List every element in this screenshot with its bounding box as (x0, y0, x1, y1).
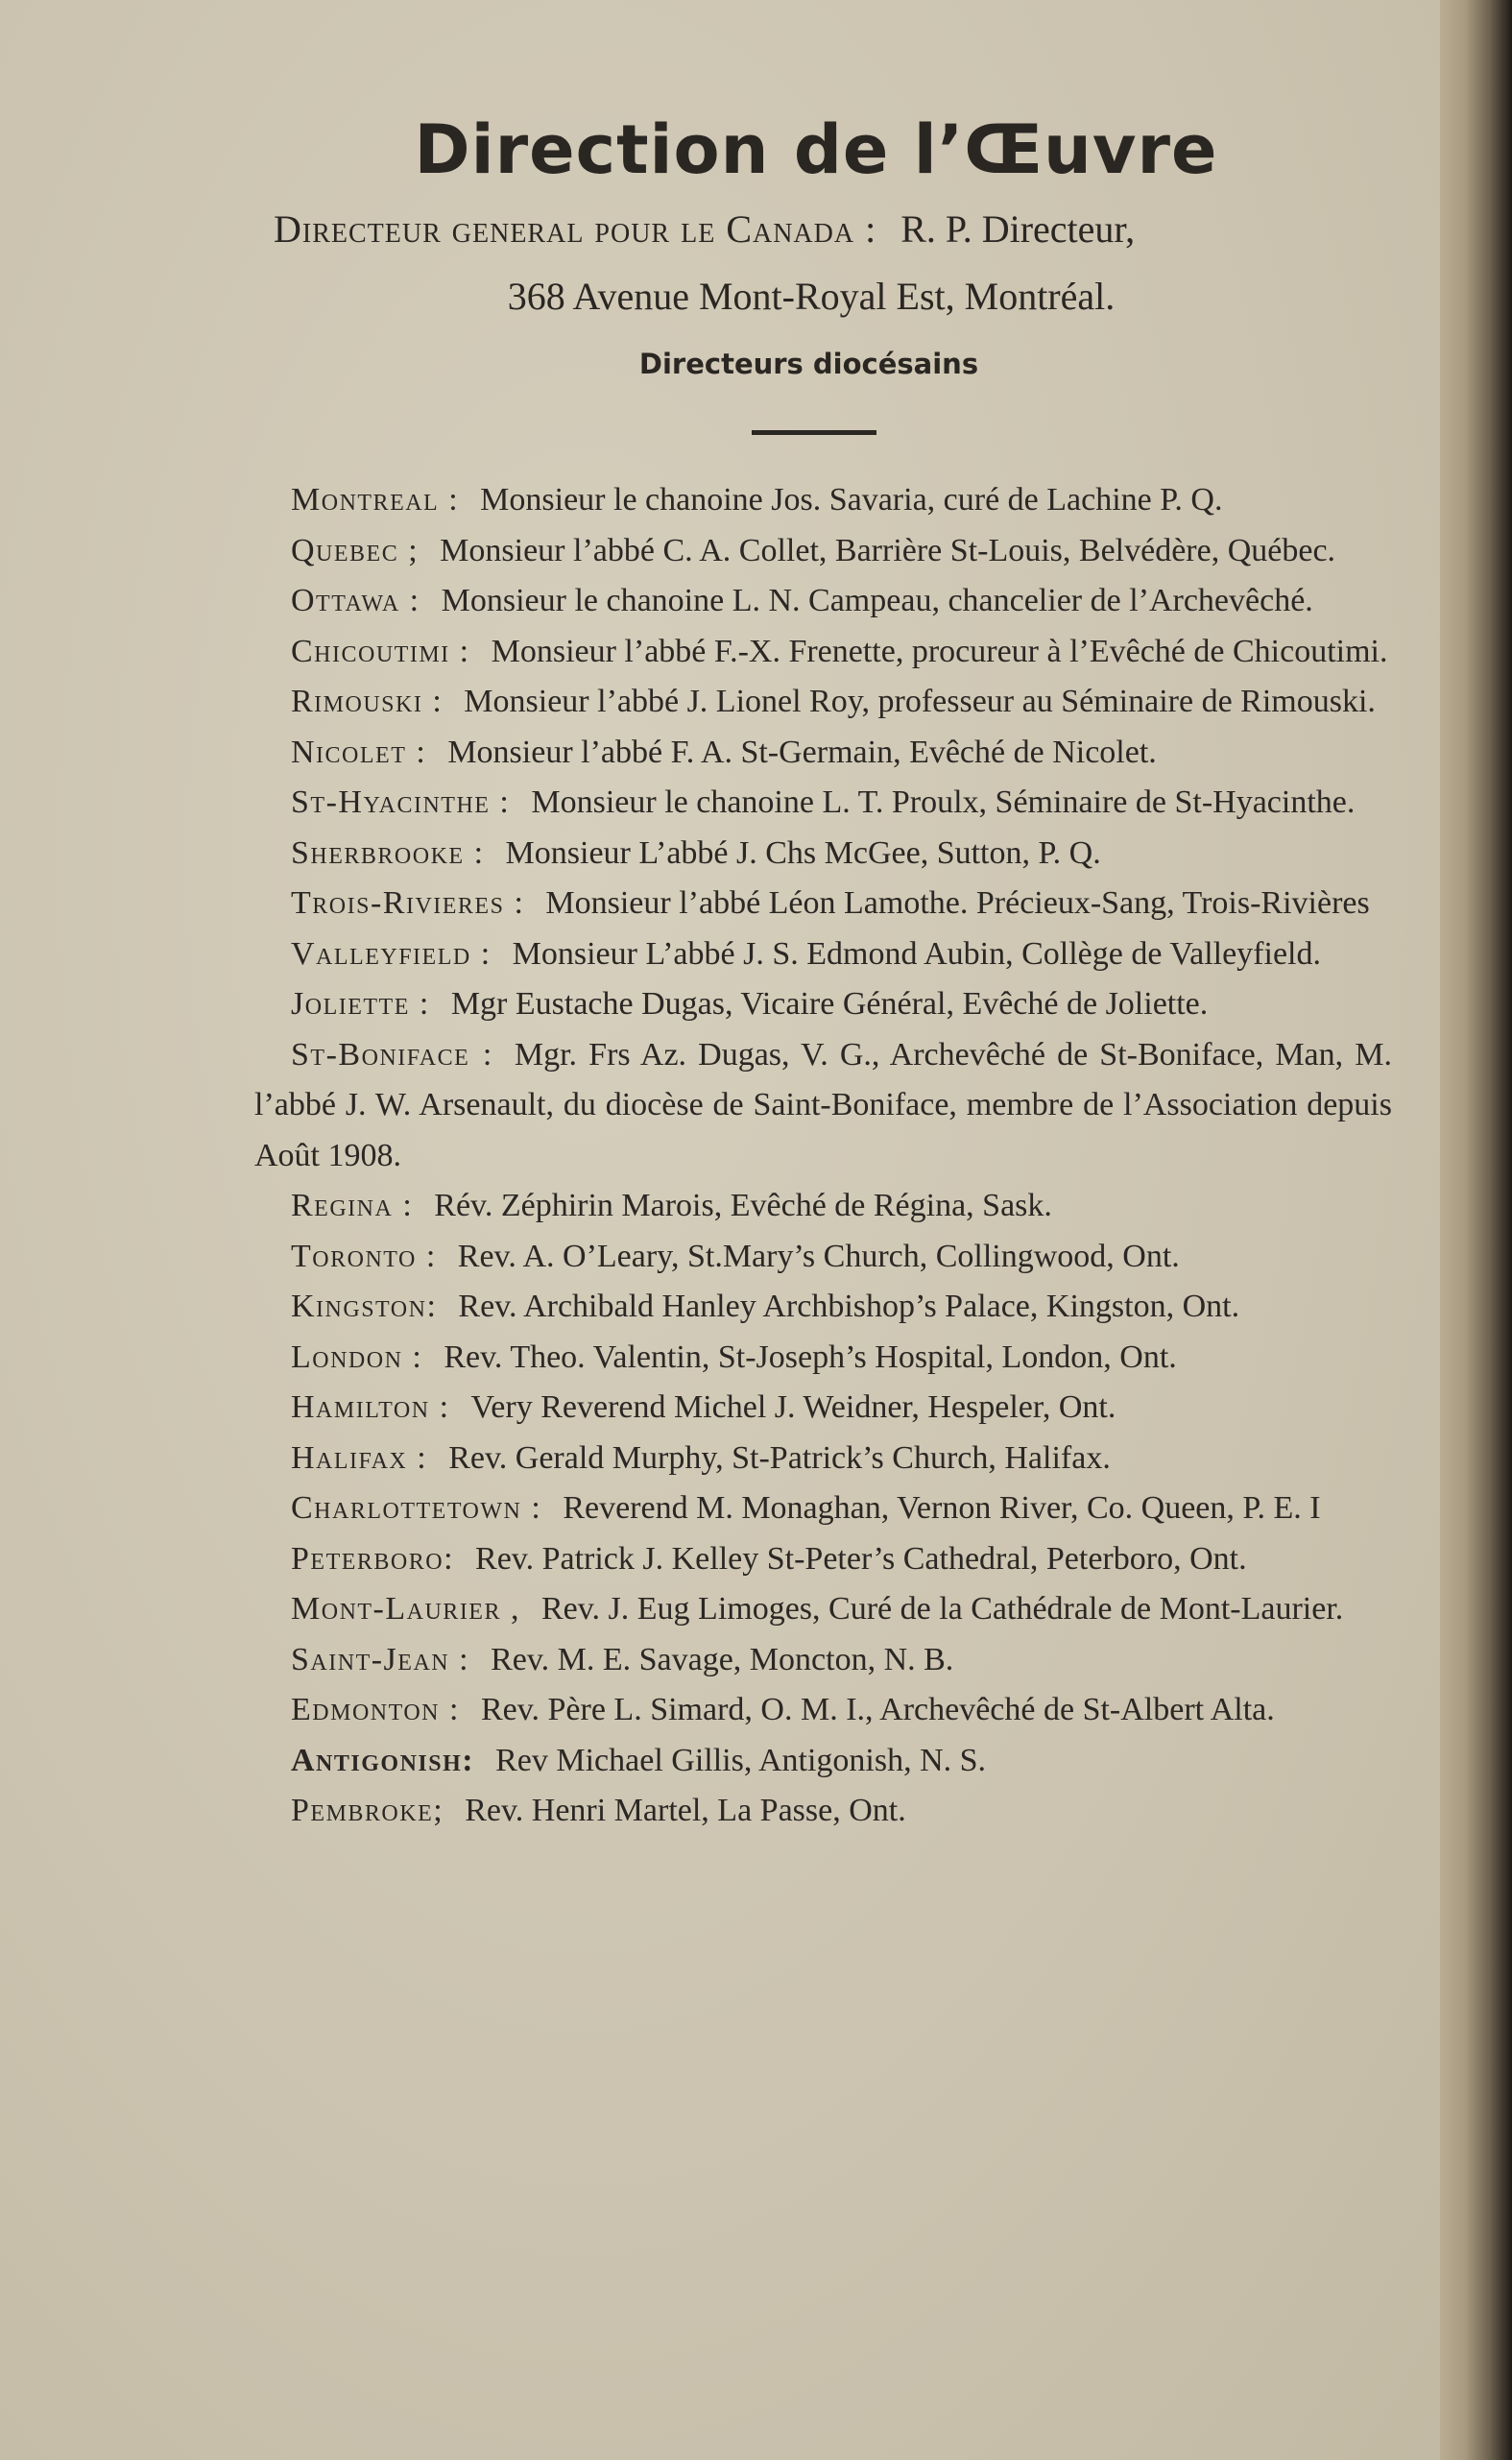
director-name: R. P. Directeur, (900, 207, 1136, 251)
director-details: Monsieur le chanoine Jos. Savaria, curé de Lachine P. Q. (480, 482, 1223, 518)
director-label: Directeur general pour le Canada : (274, 207, 877, 251)
directory-entry (254, 1483, 1392, 1534)
directory-entry (254, 1584, 1392, 1635)
directory-entry (254, 1685, 1392, 1736)
directory-entry (254, 1786, 1392, 1837)
directory-entry (254, 829, 1392, 880)
directory-entry (254, 1232, 1392, 1283)
directory-entry (254, 475, 1392, 526)
director-details: Rev. Archibald Hanley Archbishop’s Palace, Kingston, Ont. (458, 1289, 1240, 1324)
page-title: Direction de l’Œuvre (414, 110, 1218, 189)
director-general-line (274, 206, 1135, 252)
directory-entry (254, 677, 1392, 728)
diocese-name: London : (291, 1339, 423, 1375)
directory-entry (254, 728, 1392, 779)
director-details: Monsieur L’abbé J. Chs McGee, Sutton, P. Q. (505, 834, 1101, 871)
directory-entry (254, 1282, 1392, 1333)
director-details: Monsieur l’abbé J. Lionel Roy, professeur au Séminaire de Rimouski. (464, 684, 1376, 719)
diocese-name: Halifax : (291, 1439, 428, 1476)
directory-entry (254, 1181, 1392, 1232)
director-details: Rév. Zéphirin Marois, Evêché de Régina, Sask. (434, 1188, 1052, 1223)
director-details: Monsieur l’abbé F. A. St-Germain, Evêché de Nicolet. (447, 734, 1157, 770)
director-details: Rev. Henri Martel, La Passe, Ont. (465, 1793, 906, 1828)
directory-entry (254, 879, 1392, 929)
director-details: Monsieur l’abbé F.-X. Frenette, procureur à l’Evêché de Chicoutimi. (491, 633, 1388, 669)
director-details: Rev. Patrick J. Kelley St-Peter’s Cathedral, Peterboro, Ont. (475, 1540, 1247, 1577)
directory-entry (254, 1383, 1392, 1434)
diocese-name: Edmonton : (291, 1692, 460, 1727)
director-details: Monsieur L’abbé J. S. Edmond Aubin, Collège de Valleyfield. (512, 935, 1321, 972)
diocese-name: Montreal : (291, 482, 460, 518)
directory-entry (254, 1736, 1392, 1787)
diocese-name: Chicoutimi : (291, 633, 470, 669)
director-details: Monsieur l’abbé C. A. Collet, Barrière St-Louis, Belvédère, Québec. (440, 532, 1336, 568)
page-edge-shadow (1440, 0, 1512, 2460)
director-details: Rev. A. O’Leary, St.Mary’s Church, Collingwood, Ont. (457, 1238, 1180, 1274)
director-details: Monsieur l’abbé Léon Lamothe. Précieux-Sang, Trois-Rivières (545, 885, 1370, 921)
diocese-name: Quebec ; (291, 532, 420, 568)
directory-entry (254, 778, 1392, 829)
diocese-name: Kingston: (291, 1289, 438, 1324)
directory-entry (254, 526, 1392, 577)
diocese-name: Toronto : (291, 1238, 437, 1274)
diocese-name: Antigonish: (291, 1742, 475, 1778)
directory-entry (254, 576, 1392, 627)
director-details: Rev. Gerald Murphy, St-Patrick’s Church, Halifax. (448, 1439, 1111, 1476)
section-subtitle: Directeurs diocésains (638, 348, 979, 380)
diocese-name: Peterboro: (291, 1540, 455, 1577)
director-details: Monsieur le chanoine L. T. Proulx, Séminaire de St-Hyacinthe. (531, 784, 1356, 820)
director-details: Very Reverend Michel J. Weidner, Hespeler, Ont. (470, 1389, 1116, 1425)
director-details: Rev. Theo. Valentin, St-Joseph’s Hospital, London, Ont. (444, 1339, 1177, 1375)
director-details: Mgr. Frs Az. Dugas, V. G., Archevêché de St-Boniface, Man, M. l’abbé J. W. Arsenault, du diocèse de Saint-Boniface, membre de l’Association depuis Août 1908. (254, 1036, 1393, 1173)
directory-entry (254, 1030, 1392, 1182)
directory-entry (254, 1534, 1392, 1585)
director-details: Rev. J. Eug Limoges, Curé de la Cathédrale de Mont-Laurier. (540, 1591, 1344, 1627)
diocese-name: Ottawa : (291, 583, 420, 618)
directory-entry (254, 1333, 1392, 1384)
directory-entry (254, 1434, 1392, 1484)
diocese-name: Regina : (291, 1188, 414, 1223)
diocese-name: Mont-Laurier , (291, 1591, 520, 1627)
diocese-name: Nicolet : (291, 734, 427, 770)
diocese-name: Rimouski : (291, 684, 444, 719)
director-details: Mgr Eustache Dugas, Vicaire Général, Evêché de Joliette. (450, 986, 1209, 1022)
diocese-name: Trois-Rivieres : (291, 885, 525, 921)
directory-entry (254, 627, 1392, 678)
diocese-name: Pembroke; (291, 1793, 444, 1828)
diocesan-directors-list (254, 475, 1392, 1837)
diocese-name: St-Hyacinthe : (291, 784, 511, 820)
diocese-name: St-Boniface : (291, 1036, 493, 1073)
director-details: Reverend M. Monaghan, Vernon River, Co. Queen, P. E. I (563, 1490, 1321, 1526)
directory-entry (254, 979, 1392, 1030)
diocese-name: Charlottetown : (291, 1490, 542, 1526)
diocese-name: Saint-Jean : (291, 1641, 470, 1677)
diocese-name: Valleyfield : (291, 935, 492, 972)
diocese-name: Joliette : (291, 986, 430, 1022)
diocese-name: Sherbrooke : (291, 834, 485, 871)
director-details: Monsieur le chanoine L. N. Campeau, chancelier de l’Archevêché. (441, 583, 1313, 618)
directory-entry (254, 929, 1392, 980)
divider-rule (752, 430, 876, 435)
diocese-name: Hamilton : (291, 1389, 450, 1425)
director-address: 368 Avenue Mont-Royal Est, Montréal. (507, 275, 1116, 318)
director-details: Rev. M. E. Savage, Moncton, N. B. (491, 1641, 954, 1677)
director-details: Rev Michael Gillis, Antigonish, N. S. (495, 1742, 987, 1778)
directory-entry (254, 1635, 1392, 1686)
director-details: Rev. Père L. Simard, O. M. I., Archevêché de St-Albert Alta. (480, 1692, 1275, 1727)
